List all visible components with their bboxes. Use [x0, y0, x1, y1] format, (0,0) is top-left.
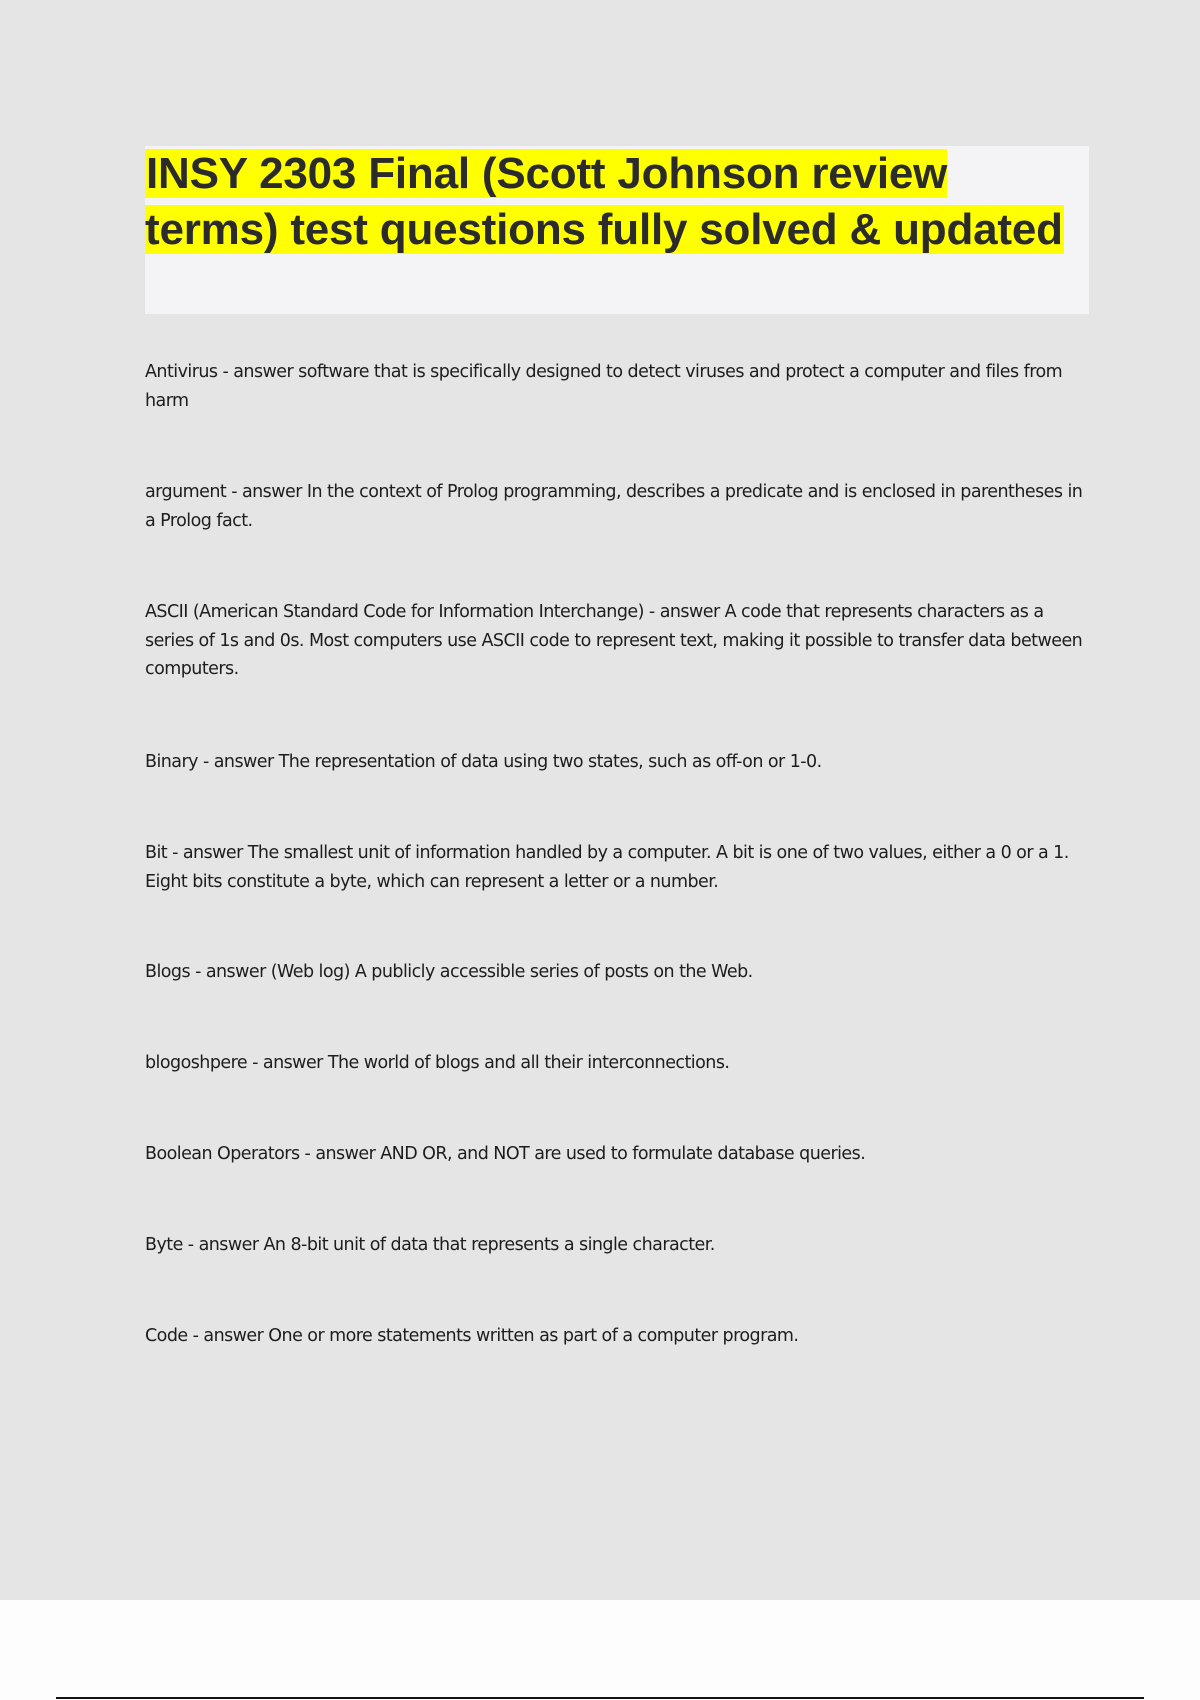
glossary-entry-boolean-operators: Boolean Operators - answer AND OR, and NOT are used to formulate database queries.	[145, 1144, 866, 1164]
title-block	[145, 146, 1089, 314]
page-footer	[0, 1600, 1200, 1700]
footer-divider	[56, 1697, 1144, 1699]
glossary-entry-code: Code - answer One or more statements written as part of a computer program.	[145, 1326, 799, 1346]
glossary-entry-blogosphere: blogoshpere - answer The world of blogs and all their interconnections.	[145, 1053, 730, 1073]
glossary-entry-bit: Bit - answer The smallest unit of information handled by a computer. A bit is one of two values, either a 0 or a 1. Eight bits constitute a byte, which can represent a letter or a number.	[145, 843, 1069, 892]
document-title	[145, 146, 1089, 258]
glossary-entry-argument: argument - answer In the context of Prolog programming, describes a predicate and is enclosed in parentheses in a Prolog fact.	[145, 482, 1083, 531]
title-highlight: INSY 2303 Final (Scott Johnson review terms) test questions fully solved & updated	[145, 149, 1063, 254]
glossary-entry-ascii: ASCII (American Standard Code for Information Interchange) - answer A code that represents characters as a series of 1s and 0s. Most computers use ASCII code to represent text, making it possible to transfer data between computers.	[145, 602, 1083, 679]
glossary-entry-byte: Byte - answer An 8-bit unit of data that represents a single character.	[145, 1235, 715, 1255]
glossary-entry-binary: Binary - answer The representation of data using two states, such as off-on or 1-0.	[145, 752, 822, 772]
glossary-entry-blogs: Blogs - answer (Web log) A publicly accessible series of posts on the Web.	[145, 962, 753, 982]
glossary-entry-antivirus: Antivirus - answer software that is specifically designed to detect viruses and protect a computer and files from harm	[145, 362, 1063, 411]
